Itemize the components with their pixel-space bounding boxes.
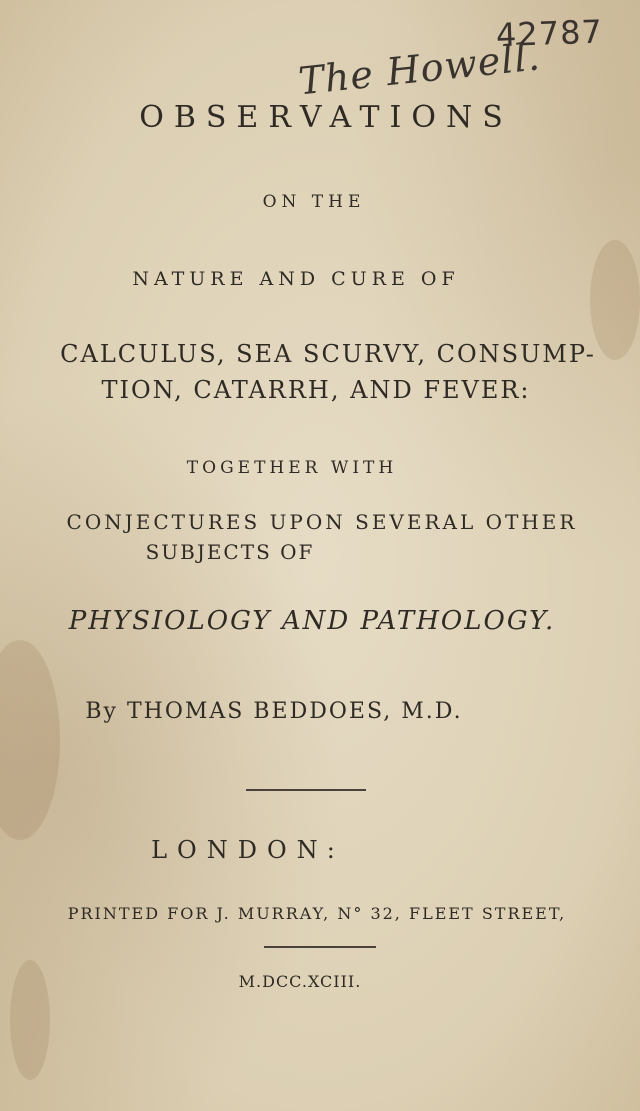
handwritten-signature: The Howell. [296,34,543,104]
conjectures-line-1: CONJECTURES UPON SEVERAL OTHER [66,510,578,534]
divider-rule [246,789,366,791]
catalog-number: 42787 [495,12,604,55]
printer-line: PRINTED FOR J. MURRAY, N° 32, FLEET STREET, [67,904,567,923]
publication-date: M.DCC.XCIII. [238,972,362,991]
diseases-line-2: TION, CATARRH, AND FEVER: [101,376,531,404]
subtitle-on-the: ON THE [262,192,366,212]
divider-rule [264,946,376,948]
place-of-publication: LONDON: [151,836,345,864]
conjectures-line-2: SUBJECTS OF [145,540,315,564]
together-with: TOGETHER WITH [186,458,398,478]
book-title: OBSERVATIONS [139,100,513,135]
subtitle-nature-and-cure: NATURE AND CURE OF [132,268,460,290]
diseases-line-1: CALCULUS, SEA SCURVY, CONSUMP- [60,340,596,368]
author-line: By THOMAS BEDDOES, M.D. [85,699,463,724]
foxing-stain [0,640,60,840]
physiology-pathology: PHYSIOLOGY AND PATHOLOGY. [68,606,556,636]
